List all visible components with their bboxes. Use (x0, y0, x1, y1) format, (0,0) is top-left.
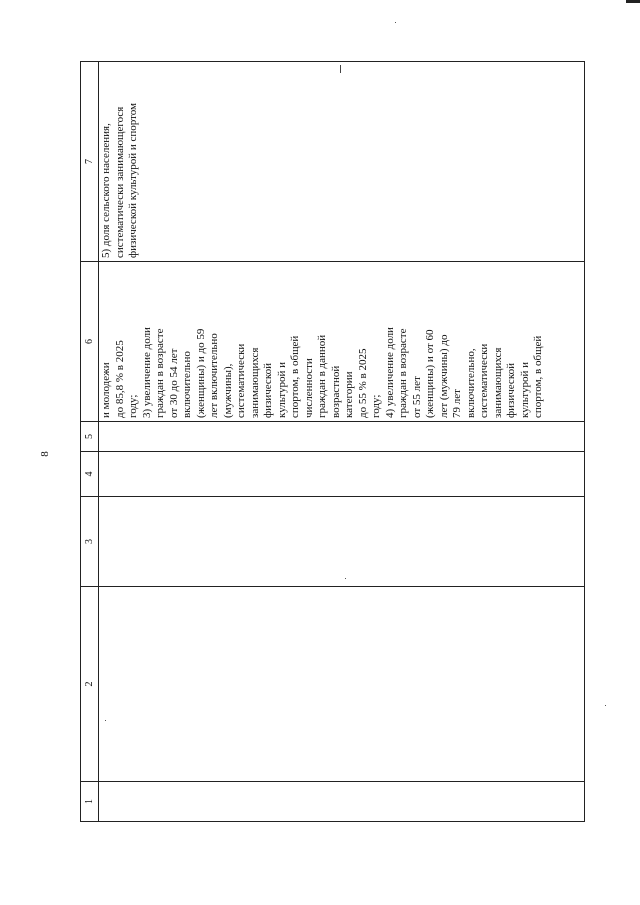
text-line: 79 лет (451, 389, 463, 418)
text-line: численности (302, 358, 315, 418)
indicators-table (80, 61, 585, 822)
text-line: (мужчины), (221, 363, 234, 418)
text-line: занимающихся (491, 347, 504, 418)
scan-speck (395, 22, 396, 23)
text-line: от 30 до 54 лет (167, 348, 180, 418)
text-line: (женщины) и от 60 (424, 329, 436, 418)
text-line: граждан в возрасте (154, 328, 166, 418)
text-line: физической культурой и спортом (127, 102, 139, 258)
text-line: году; (370, 394, 382, 418)
text-line: граждан в данной (316, 334, 328, 418)
cell-col-7 (99, 62, 585, 262)
header-col-6: 6 (81, 262, 99, 422)
table-header-row (81, 62, 99, 822)
cell-col-6 (99, 262, 585, 422)
col7-text (99, 62, 142, 261)
cell-col-5 (99, 422, 585, 452)
text-line: 3) увеличение доли (140, 327, 153, 418)
cell-col-2 (99, 587, 585, 782)
cell-col-1 (99, 782, 585, 822)
text-line: году; (127, 394, 139, 418)
scan-corner-mark (626, 0, 640, 3)
text-line: культурой и (275, 362, 288, 418)
header-col-7: 7 (81, 62, 99, 262)
scan-speck (605, 705, 606, 706)
header-col-2: 2 (81, 587, 99, 782)
text-line: возрастной (329, 365, 342, 418)
text-line: 4) увеличение доли (383, 327, 396, 418)
text-line: граждан в возрасте (397, 328, 409, 418)
header-col-4: 4 (81, 452, 99, 497)
table-row (99, 62, 585, 822)
text-line: категории (343, 371, 355, 418)
text-line: физической (262, 363, 274, 418)
text-line: от 55 лет (410, 376, 423, 418)
text-line: спортом, в общей (532, 335, 544, 418)
text-line: до 85,8 % в 2025 (113, 340, 126, 418)
text-line: занимающихся (248, 347, 261, 418)
text-line: систематически занимающегося (113, 106, 126, 258)
text-line: и молодежи (100, 362, 112, 418)
header-col-1: 1 (81, 782, 99, 822)
text-line: систематически (235, 343, 247, 418)
header-col-3: 3 (81, 497, 99, 587)
cell-col-3 (99, 497, 585, 587)
text-line: физической (505, 363, 517, 418)
page-number: 8 (38, 451, 51, 457)
col6-text (99, 262, 547, 421)
text-line: лет (мужчины) до (437, 334, 450, 418)
rotated-table-container (80, 62, 585, 822)
cell-col-4 (99, 452, 585, 497)
text-line: культурой и (518, 362, 531, 418)
text-line: систематически (478, 343, 490, 418)
text-line: до 55 % в 2025 (356, 348, 369, 418)
text-line: включительно, (464, 348, 477, 418)
text-line: (женщины) и до 59 (194, 328, 207, 418)
text-line: лет включительно (208, 333, 220, 418)
header-col-5: 5 (81, 422, 99, 452)
text-line: включительно (181, 351, 193, 418)
text-line: 5) доля сельского населения, (100, 123, 112, 258)
text-line: спортом, в общей (289, 335, 301, 418)
